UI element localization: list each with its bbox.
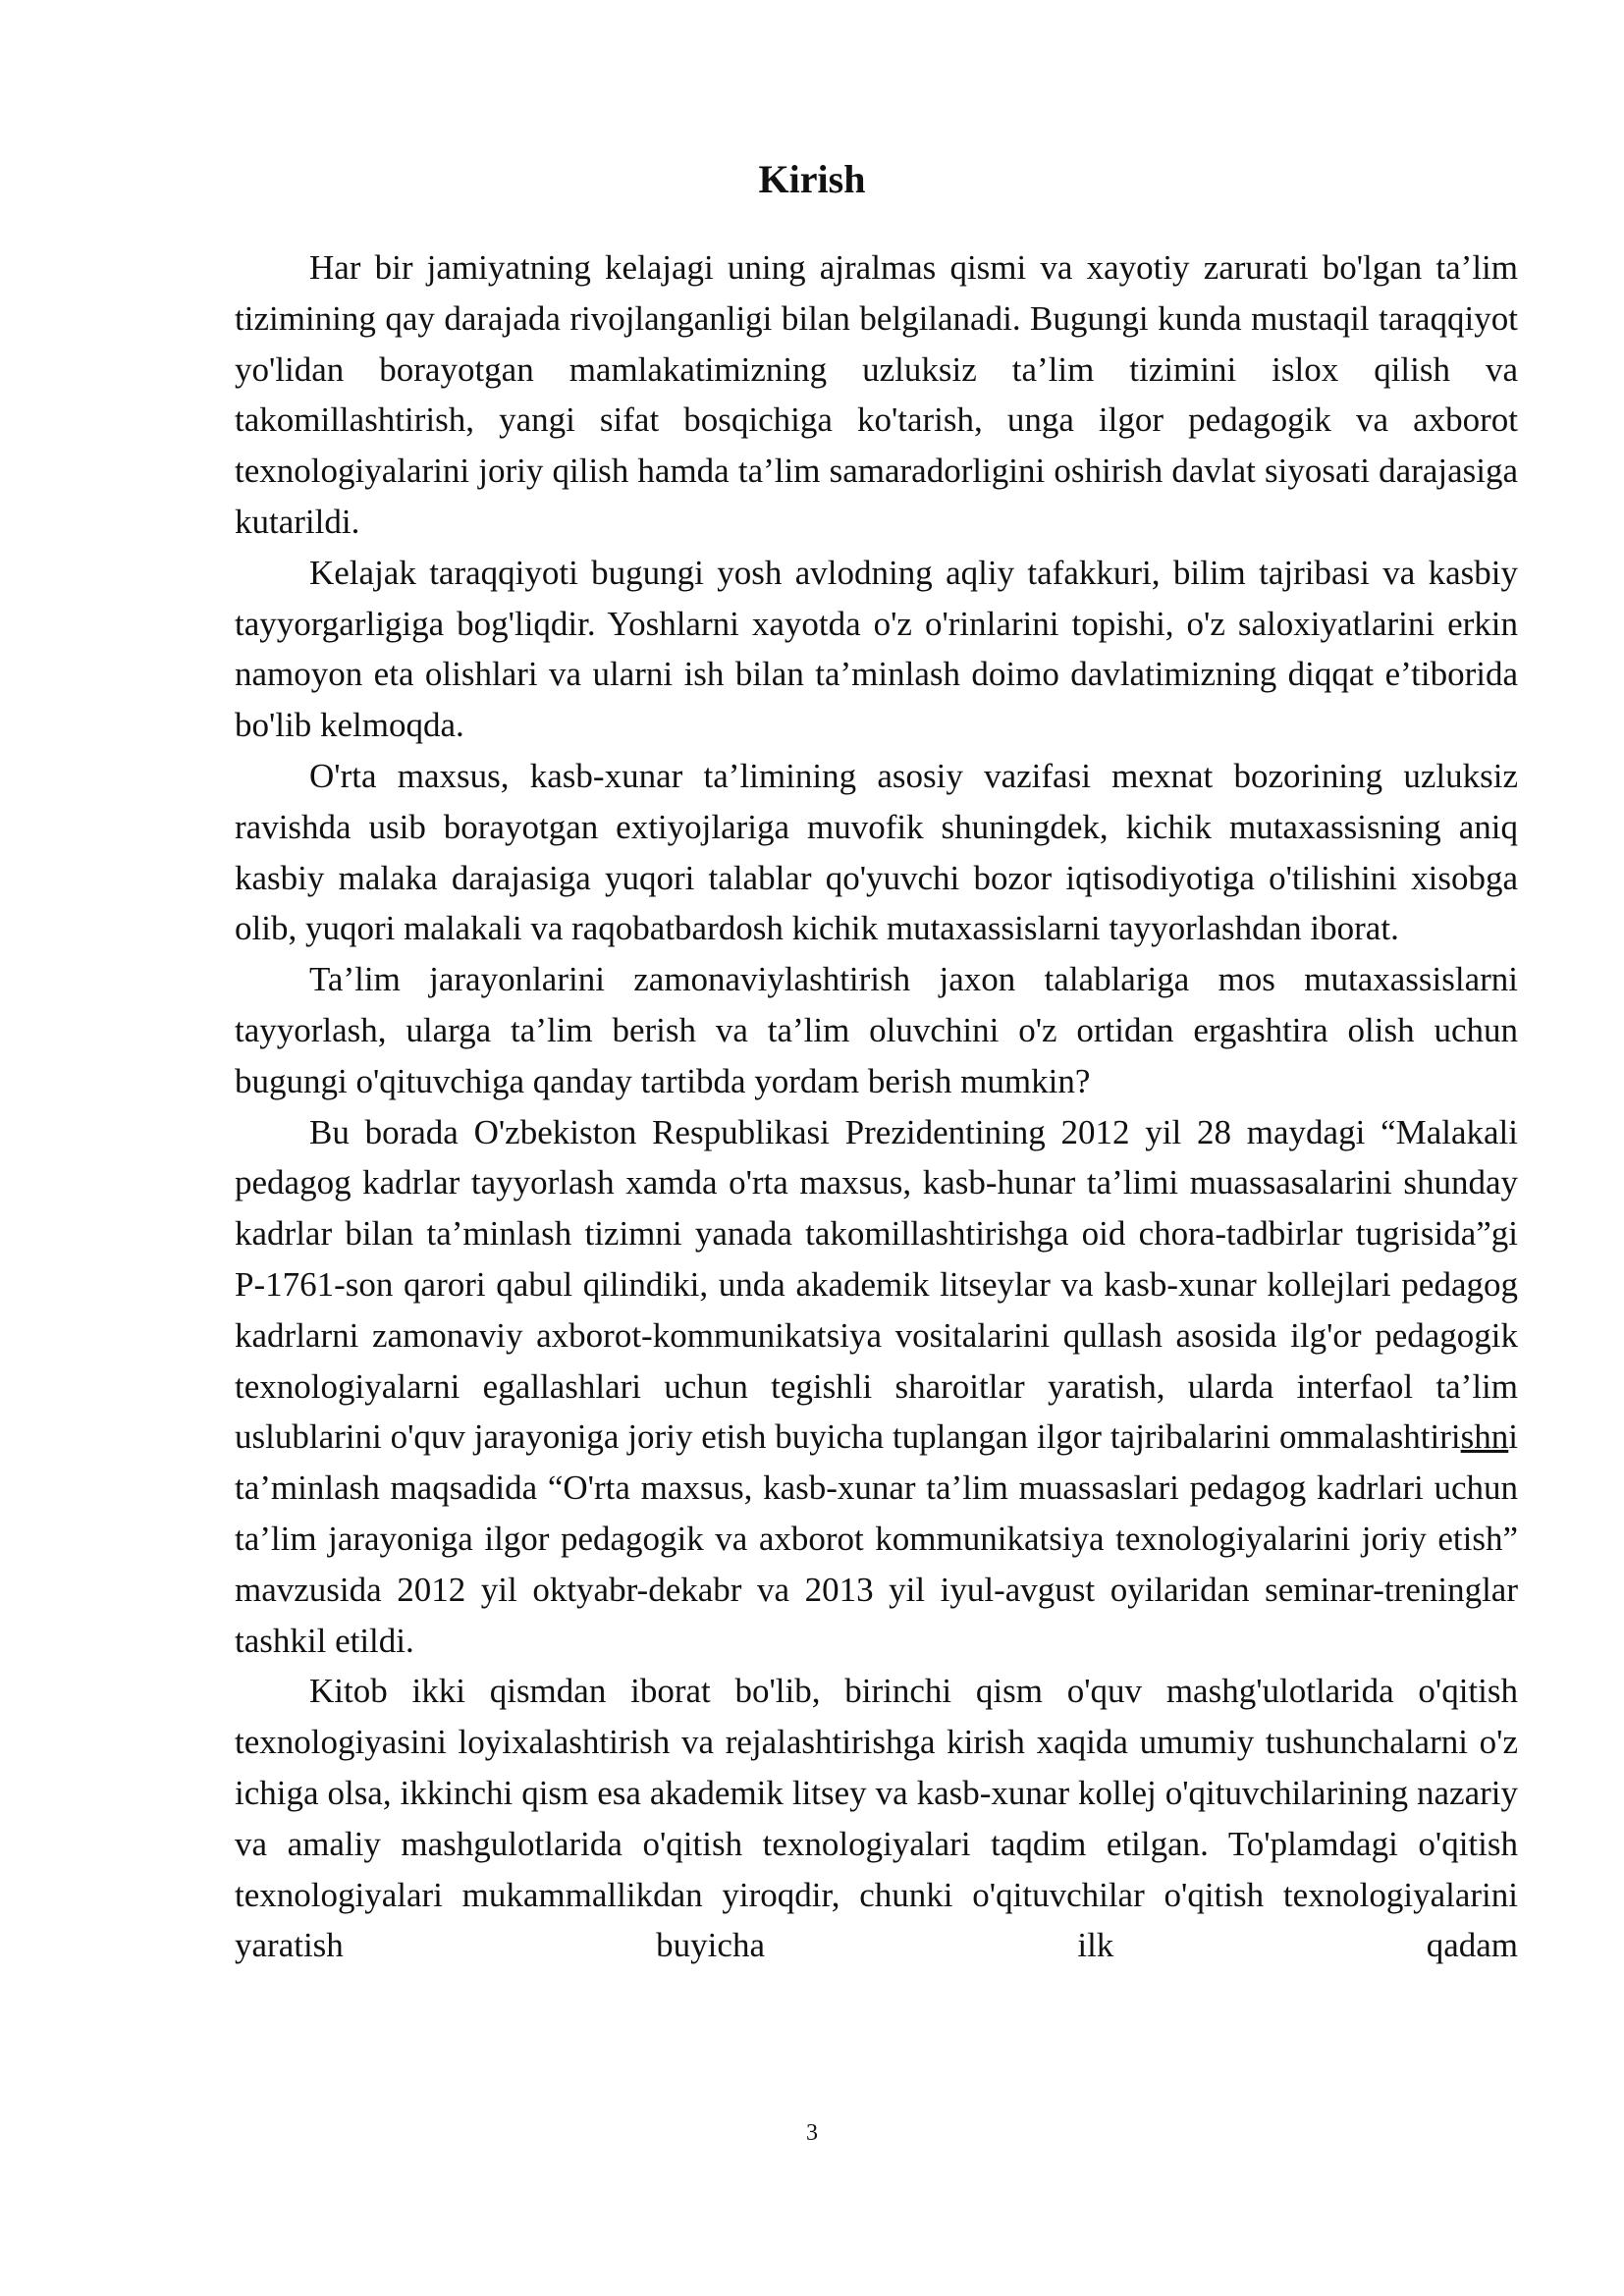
paragraph-text: Bu borada O'zbekiston Respublikasi Prezidentining 2012 yil 28 maydagi “Malakali pedagog kadrlar tayyorlash xamda o'rta maxsus, kasb-hunar ta’limi muassasalarini shunday kadrlar bilan ta’minlash tizimni yanada takomillashtirishga oid chora-tadbirlar tugrisida”gi P-1761-son qarori qabul qilindiki, unda akademik litseylar va kasb-xunar kollejlari pedagog kadrlarni zamonaviy axborot-kommunikatsiya vositalarini qullash asosida ilg'or pedagogik texnologiyalarni egallashlari uchun tegishli sharoitlar yaratish, ularda interfaol ta’lim uslublarini o'quv jarayoniga joriy etish buyicha tuplangan ilgor tajribalarini ommalashtiri [235, 1112, 1518, 1457]
paragraph: Kitob ikki qismdan iborat bo'lib, birinchi qism o'quv mashg'ulotlarida o'qitish texnologiyasini loyixalashtirish va rejalashtirishga kirish xaqida umumiy tushunchalarni o'z ichiga olsa, ikkinchi qism esa akademik litsey va kasb-xunar kollej o'qituvchilarining nazariy va amaliy mashgulotlarida o'qitish texnologiyalari taqdim etilgan. To'plamdagi o'qitish texnologiyalari mukammallikdan yiroqdir, chunki o'qituvchilar o'qitish texnologiyalarini yaratish buyicha ilk qadam [235, 1672, 1518, 1965]
paragraph [235, 1107, 1518, 1667]
paragraph: Ta’lim jarayonlarini zamonaviylashtirish jaxon talablariga mos mutaxassislarni tayyorlash, ularga ta’lim berish va ta’lim oluvchini o'z ortidan ergashtira olish uchun bugungi o'qituvchiga qanday tartibda yordam berish mumkin? [235, 960, 1518, 1100]
paragraph: Kelajak taraqqiyoti bugungi yosh avlodning aqliy tafakkuri, bilim tajribasi va kasbiy tayyorgarligiga bog'liqdir. Yoshlarni xayotda o'z o'rinlarini topishi, o'z saloxiyatlarini erkin namoyon eta olishlari va ularni ish bilan ta’minlash doimo davlatimizning diqqat e’tiborida bo'lib kelmoqda. [235, 553, 1518, 745]
page-title: Kirish [758, 157, 866, 201]
page-number: 3 [806, 2120, 818, 2146]
body-text [235, 242, 1518, 1971]
paragraph: Har bir jamiyatning kelajagi uning ajralmas qismi va xayotiy zarurati bo'lgan ta’lim tizimining qay darajada rivojlanganligi bilan belgilanadi. Bugungi kunda mustaqil taraqqiyot yo'lidan borayotgan mamlakatimizning uzluksiz ta’lim tizimini islox qilish va takomillashtirish, yangi sifat bosqichiga ko'tarish, unga ilgor pedagogik va axborot texnologiyalarini joriy qilish hamda ta’lim samaradorligini oshirish davlat siyosati darajasiga kutarildi. [235, 248, 1518, 541]
paragraph: O'rta maxsus, kasb-xunar ta’limining asosiy vazifasi mexnat bozorining uzluksiz ravishda usib borayotgan extiyojlariga muvofik shuningdek, kichik mutaxassisning aniq kasbiy malaka darajasiga yuqori talablar qo'yuvchi bozor iqtisodiyotiga o'tilishini xisobga olib, yuqori malakali va raqobatbardosh kichik mutaxassislarni tayyorlashdan iborat. [235, 756, 1518, 948]
paragraph-text: i ta’minlash maqsadida “O'rta maxsus, kasb-xunar ta’lim muassaslari pedagog kadrlari uchun ta’lim jarayoniga ilgor pedagogik va axborot kommunikatsiya texnologiyalarini joriy etish” mavzusida 2012 yil oktyabr-dekabr va 2013 yil iyul-avgust oyilaridan seminar-treninglar tashkil etildi. [235, 1417, 1518, 1660]
underlined-text: shn [1460, 1417, 1509, 1457]
